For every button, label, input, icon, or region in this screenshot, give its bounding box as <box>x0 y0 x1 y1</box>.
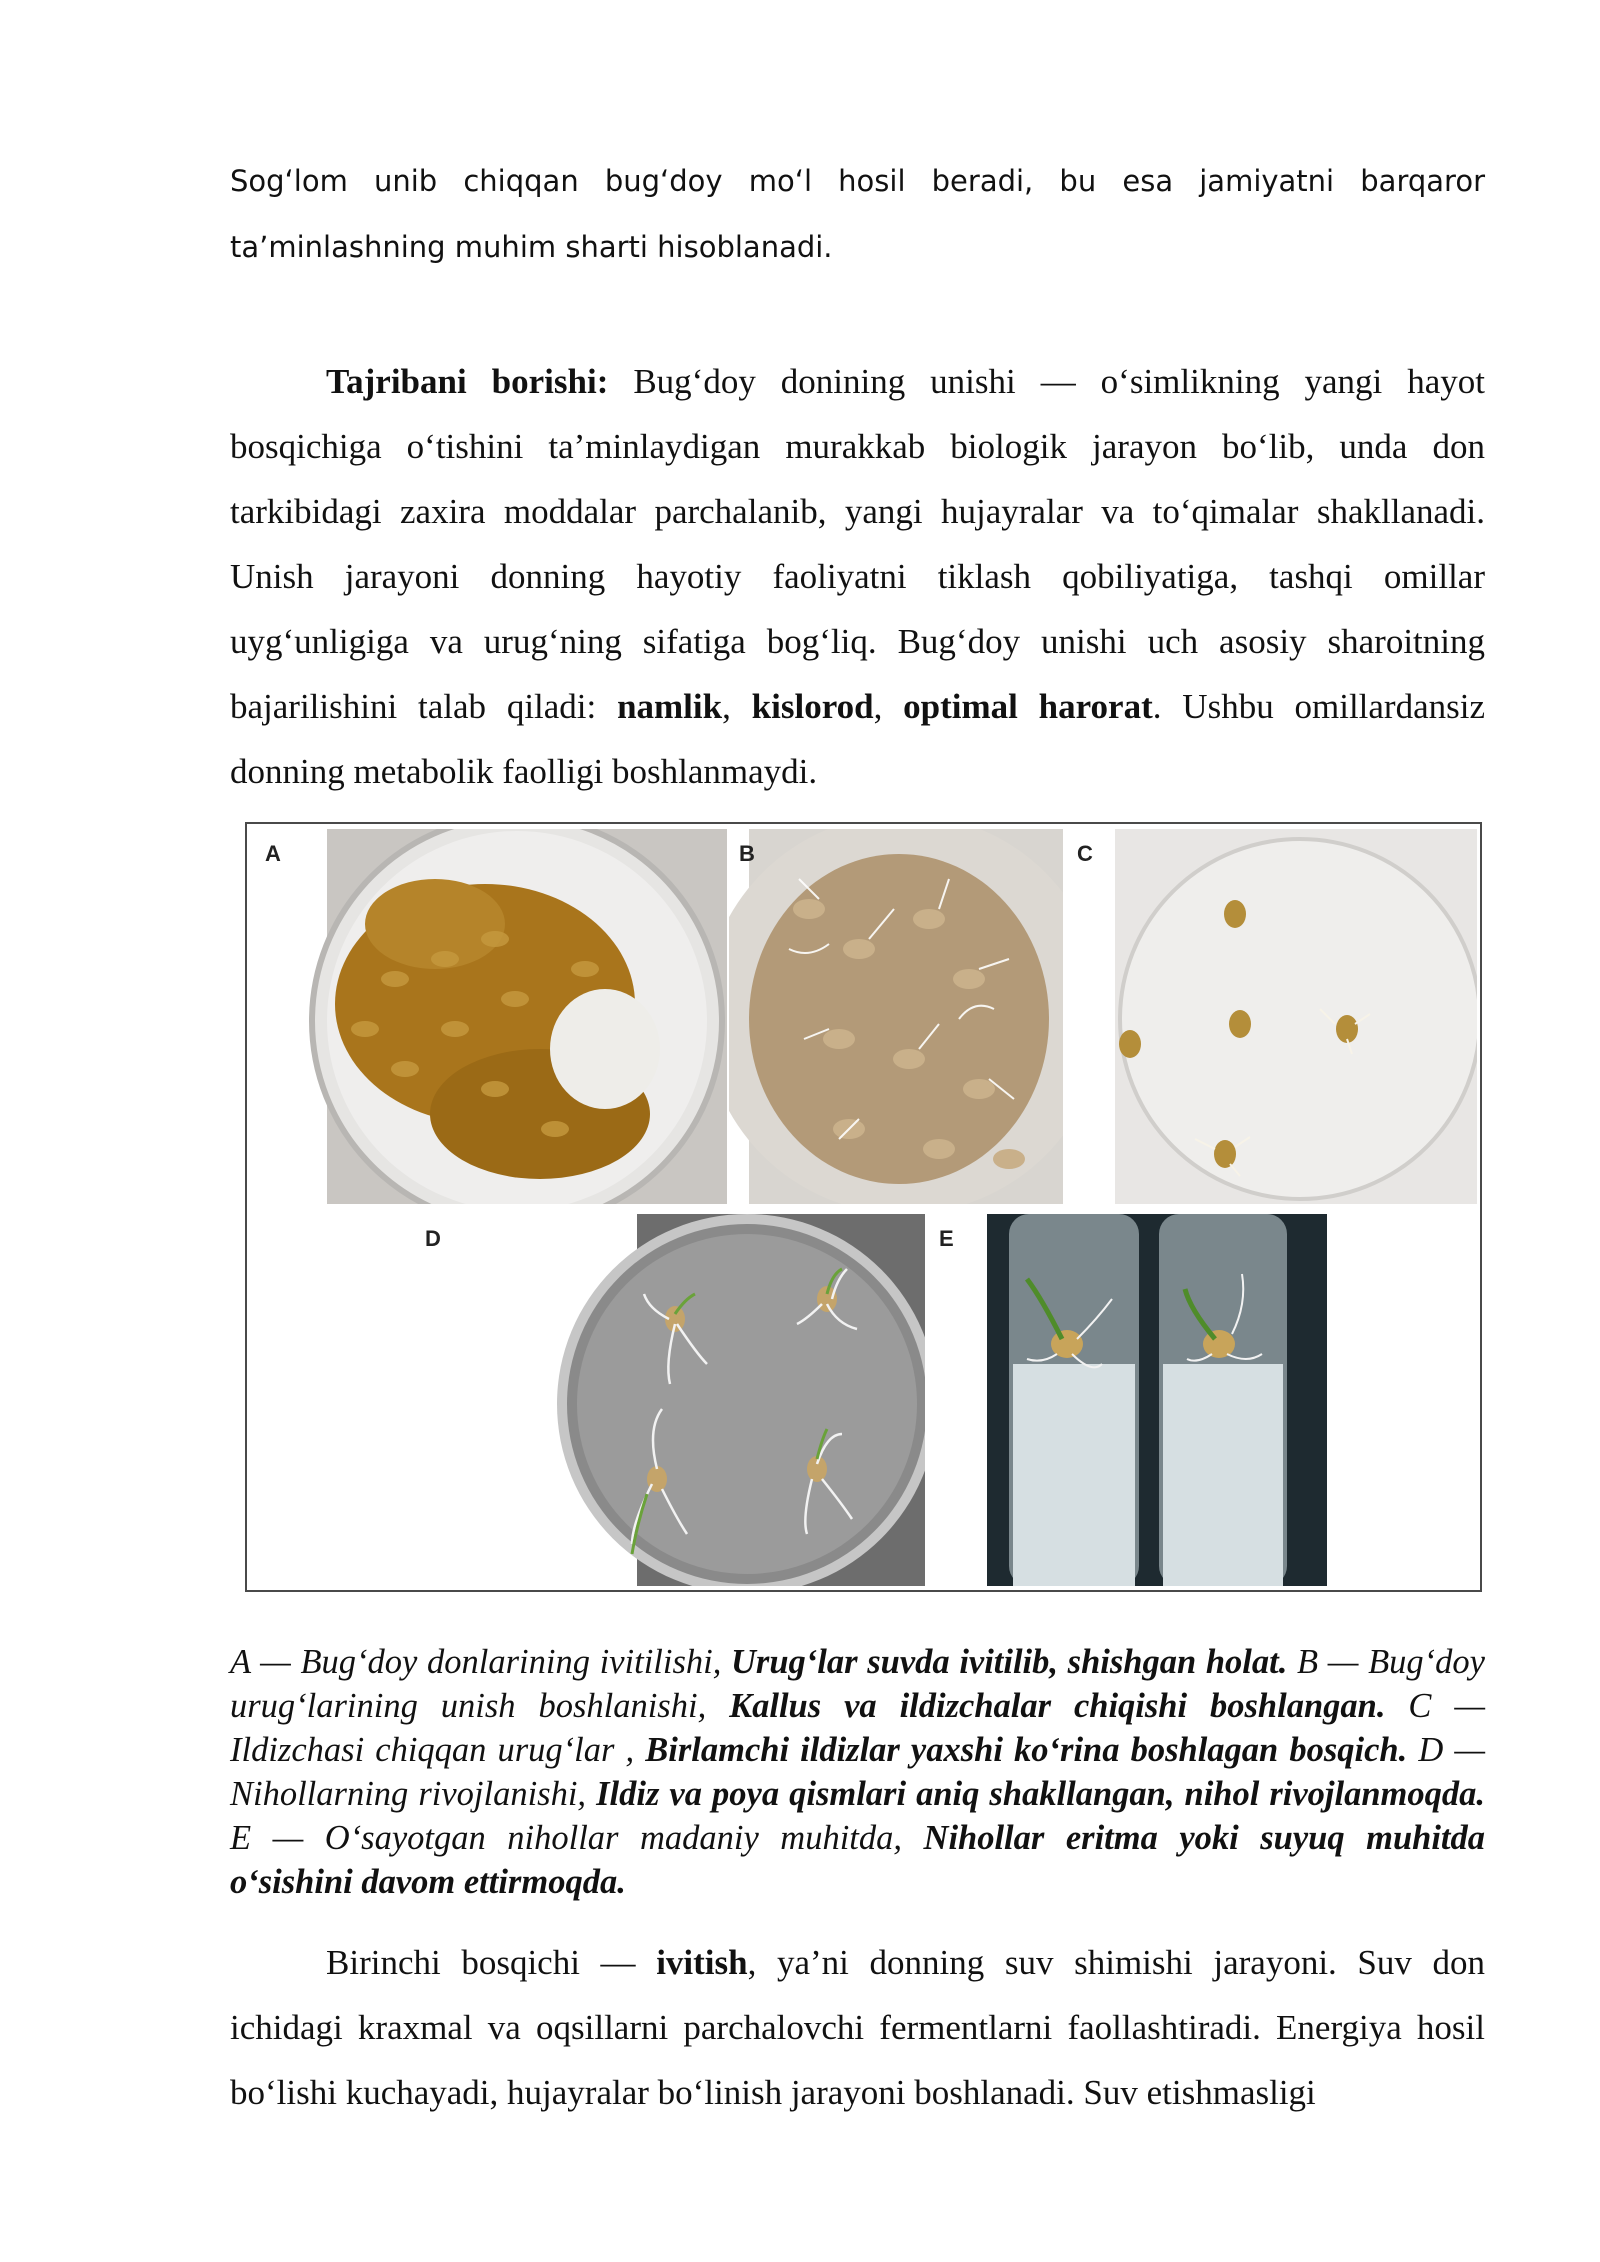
panel-c-photo <box>1065 829 1477 1204</box>
soaking-paragraph <box>230 1930 1485 2125</box>
caption-c-label: C — Ildizchasi chiqqan urug‘lar , <box>230 1687 1485 1769</box>
caption-b-desc: Kallus va ildizchalar chiqishi boshlangan. <box>729 1687 1386 1725</box>
caption-d-desc: Ildiz va poya qismlari aniq shakllangan, nihol rivojlanmoqda. <box>596 1775 1485 1813</box>
intro-line-2: ta’minlashning muhim sharti hisoblanadi. <box>230 230 833 264</box>
caption-e-label: E — O‘sayotgan nihollar madaniy muhitda, <box>230 1819 924 1857</box>
paragraph-text-end: , ya’ni donning suv shimishi jarayoni. Suv don ichidagi kraxmal va oqsillarni parchalovchi fermentlarni faollashtiradi. Energiya hosil bo‘lishi kuchayadi, hujayralar bo‘linish jarayoni boshlanadi. Suv etishmasligi <box>230 1943 1485 2112</box>
panel-b-photo <box>729 829 1063 1204</box>
panel-b <box>729 829 1063 1204</box>
caption-a-desc: Urug‘lar suvda ivitilib, shishgan holat. <box>731 1643 1288 1681</box>
panel-d-label: D <box>425 1226 441 1251</box>
germination-figure <box>245 822 1482 1592</box>
experiment-paragraph <box>230 349 1485 804</box>
keyword-soaking: ivitish <box>656 1943 748 1982</box>
paragraph-text: Bug‘doy donining unishi — o‘simlikning yangi hayot bosqichiga o‘tishini ta’minlaydigan murakkab biologik jarayon bo‘lib, unda don tarkibidagi zaxira moddalar parchalanib, yangi hujayralar va to‘qimalar shakllanadi. Unish jarayoni donning hayotiy faoliyatni tiklash qobiliyatiga, tashqi omillar uyg‘unligiga va urug‘ning sifatiga bog‘liq. Bug‘doy unishi uch asosiy sharoitning bajarilishini talab qiladi: <box>230 362 1486 726</box>
panel-d-photo <box>407 1214 925 1586</box>
caption-a-label: A — Bug‘doy donlarining ivitilishi, <box>230 1643 732 1681</box>
panel-c-label: C <box>1077 841 1093 866</box>
panel-b-label: B <box>739 841 755 866</box>
panel-a <box>255 829 727 1204</box>
separator: , <box>722 687 752 726</box>
keyword-temperature: optimal harorat <box>903 687 1153 726</box>
intro-paragraph <box>230 148 1485 280</box>
paragraph-text-end: . Ushbu omillardansiz donning metabolik faolligi boshlanmaydi. <box>230 687 1485 791</box>
caption-d-label: D — Nihollarning rivojlanishi, <box>230 1731 1486 1813</box>
paragraph-lead: Tajribani borishi: <box>326 362 609 401</box>
panel-d <box>407 1214 925 1586</box>
panel-a-photo <box>255 829 727 1204</box>
intro-line-1: Sog‘lom unib chiqqan bug‘doy mo‘l hosil beradi, bu esa jamiyatni barqaror <box>230 164 1485 198</box>
panel-c <box>1065 829 1477 1204</box>
caption-e-desc: Nihollar eritma yoki suyuq muhitda o‘sishini davom ettirmoqda. <box>230 1819 1486 1901</box>
panel-e-label: E <box>939 1226 954 1251</box>
panel-e <box>927 1214 1327 1586</box>
panel-e-photo <box>927 1214 1327 1586</box>
separator: , <box>873 687 904 726</box>
caption-c-desc: Birlamchi ildizlar yaxshi ko‘rina boshlagan bosqich. <box>645 1731 1408 1769</box>
keyword-moisture: namlik <box>617 687 723 726</box>
figure-caption <box>230 1640 1485 1904</box>
paragraph-text: Birinchi bosqichi — <box>326 1943 657 1982</box>
panel-a-label: A <box>265 841 281 866</box>
keyword-oxygen: kislorod <box>751 687 874 726</box>
caption-b-label: B — Bug‘doy urug‘larining unish boshlanishi, <box>230 1643 1485 1725</box>
